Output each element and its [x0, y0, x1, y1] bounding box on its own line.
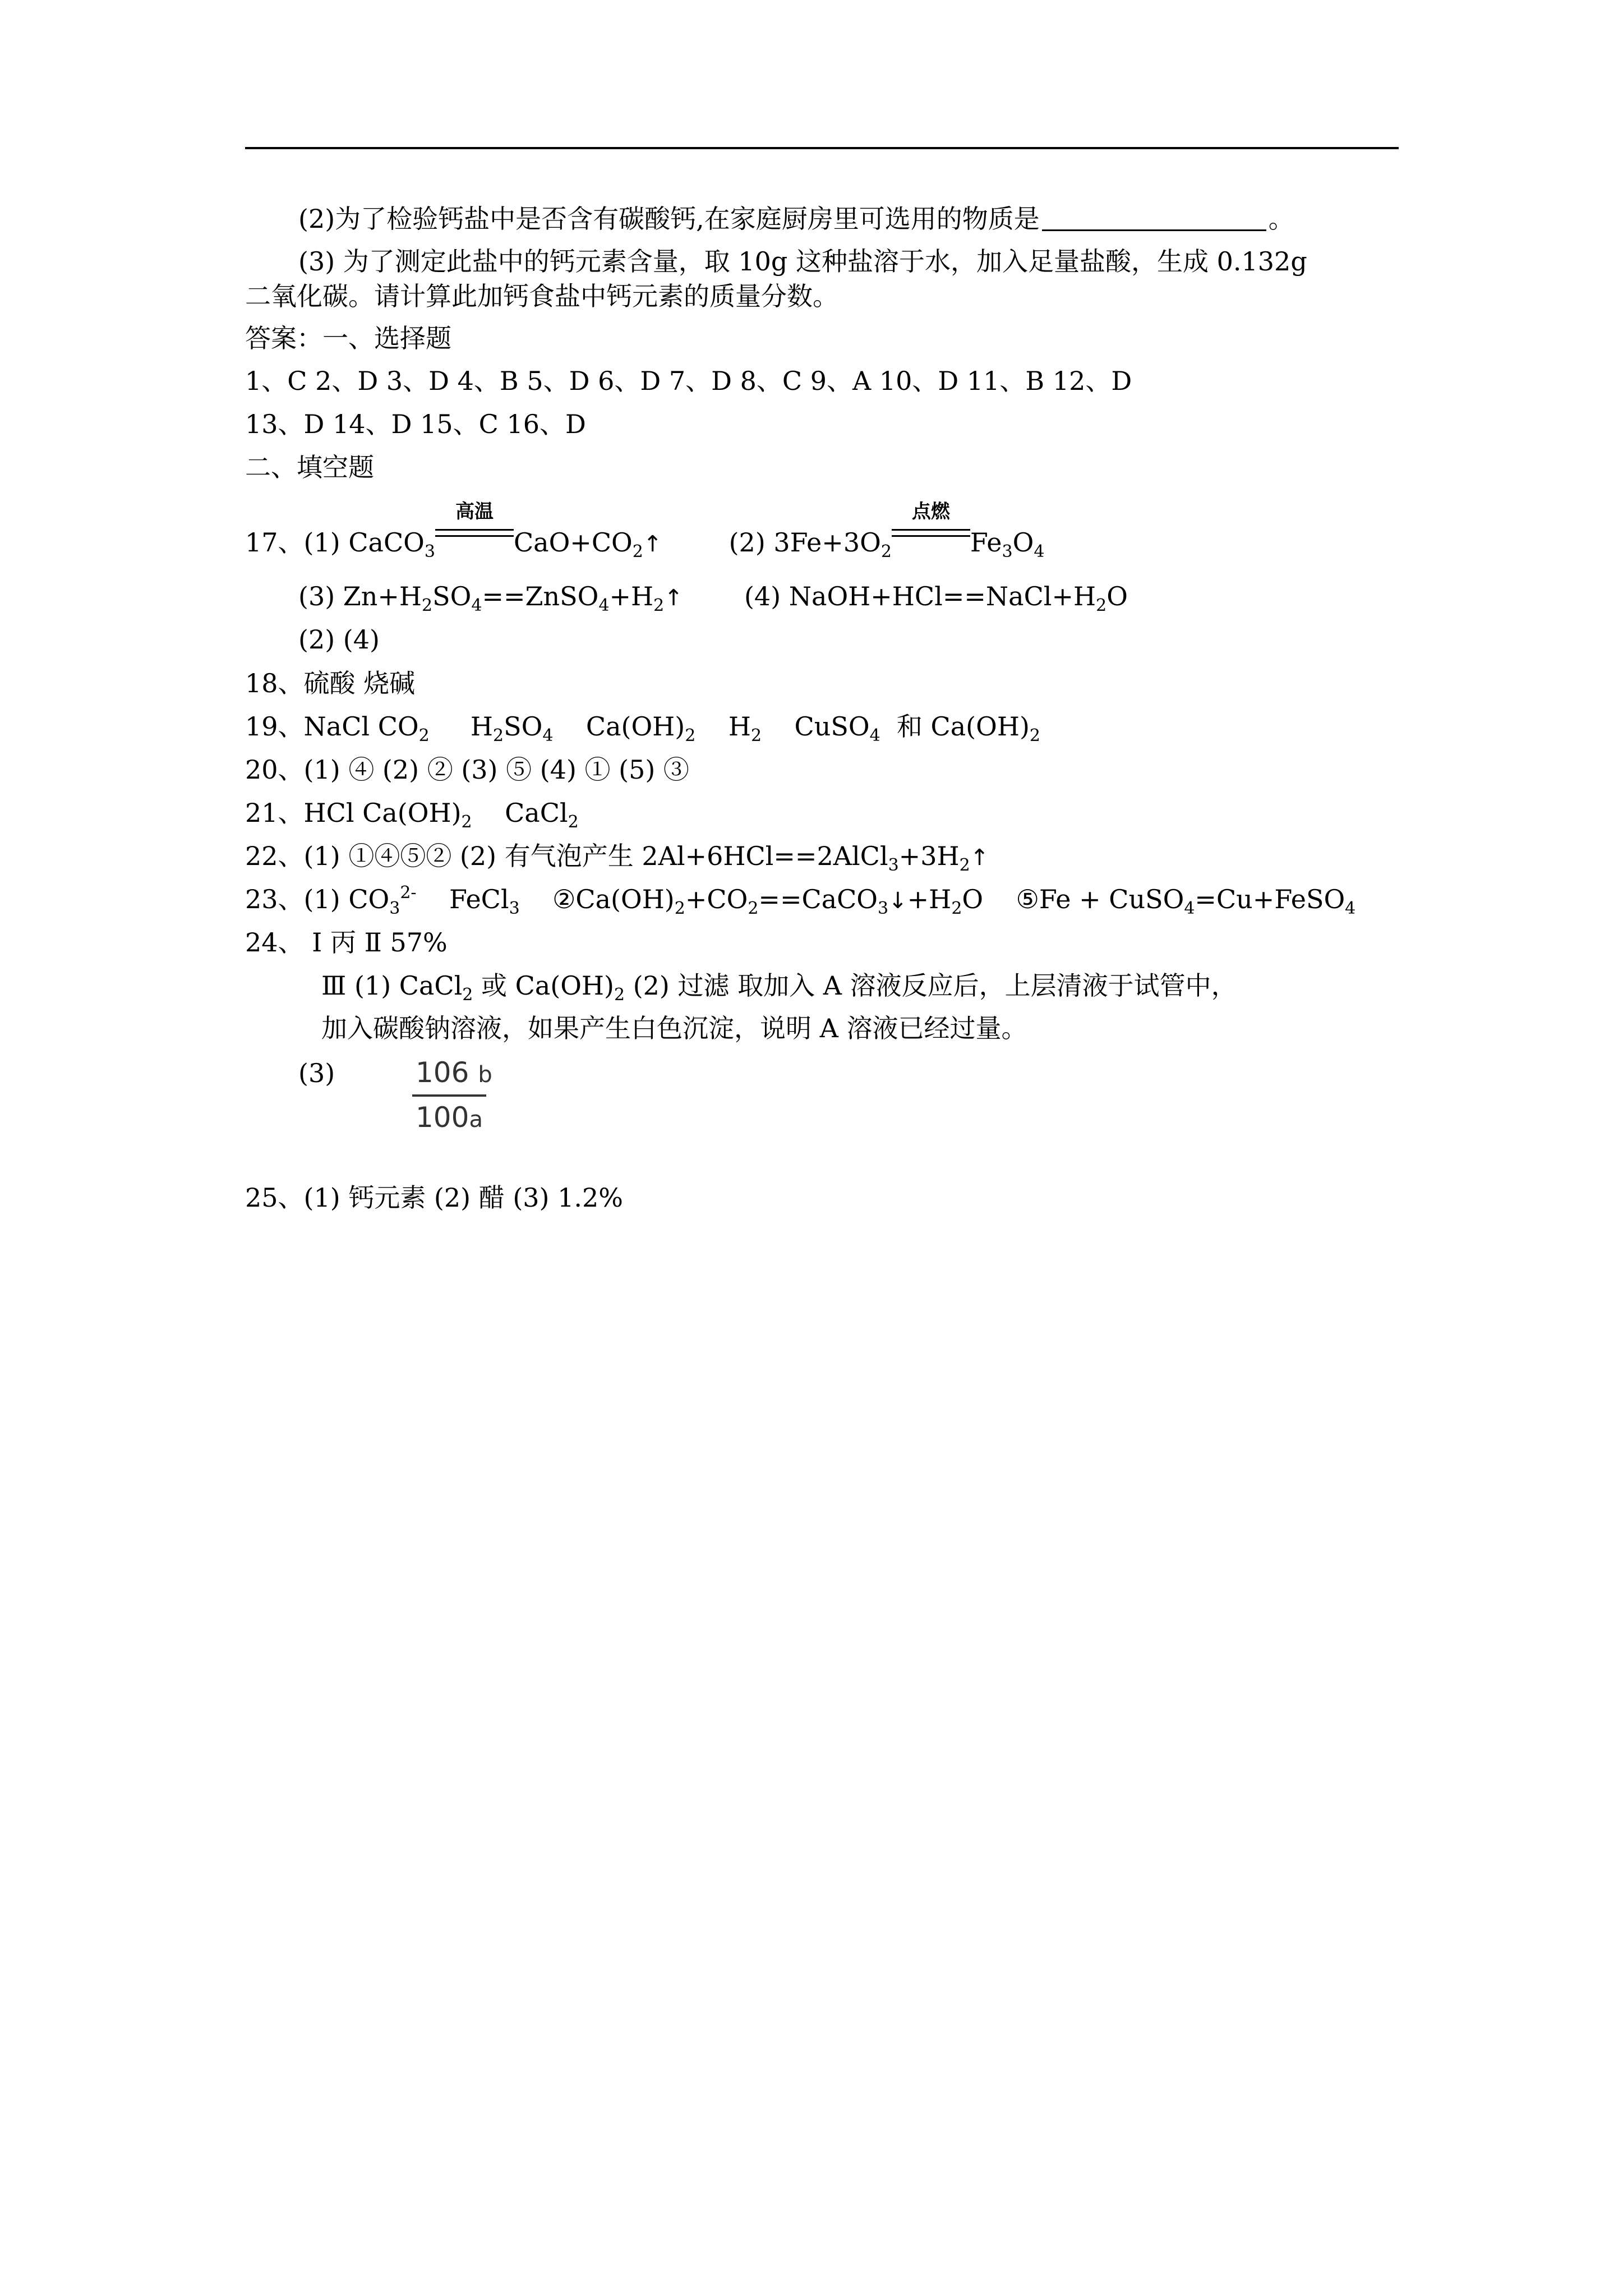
question-2-line — [298, 206, 1294, 232]
answer-18: 18、硫酸 烧碱 — [245, 668, 416, 698]
answer-17-part-2-label: (2) — [728, 527, 774, 558]
answer-24-line-2: Ⅲ (1) CaCl$_2$ 或 $Ca(OH)_2$ (2) 过滤 取加入 A 溶液反应后，上层清液于试管中， — [321, 970, 1237, 1005]
mc-answers-line-1: 1、C 2、D 3、D 4、B 5、D 6、D 7、D 8、C 9、A 10、D 11、B 12、D — [245, 366, 1132, 396]
question-3-line-1: (3) 为了测定此盐中的钙元素含量，取 10g 这种盐溶于水，加入足量盐酸，生成 0.132g — [298, 246, 1307, 277]
answer-17-line-2: (3) $Zn+H_2SO_4==ZnSO_4+H_2↑$ (4) $NaOH+HCl==NaCl+H_2O$ — [298, 581, 1128, 615]
fraction-numerator: 106 b — [416, 1056, 492, 1089]
answer-17-part-4: (4) NaOH+HCl==NaCl+H — [744, 581, 1096, 611]
question-2-end: 。 — [1268, 204, 1294, 234]
mc-answers-line-2: 13、D 14、D 15、C 16、D — [245, 409, 586, 439]
question-3-line-2: 二氧化碳。请计算此加钙食盐中钙元素的质量分数。 — [245, 281, 838, 311]
answer-24-line-1: 24、 Ⅰ 丙 Ⅱ 57% — [245, 927, 448, 958]
header-rule — [245, 147, 1399, 149]
answer-heading: 答案：一、选择题 — [245, 323, 451, 353]
gas-arrow-icon: ↑ — [643, 531, 662, 557]
gas-arrow-icon: ↑ — [664, 585, 683, 611]
reaction-condition-heat: 高温 — [435, 526, 514, 551]
fraction-denominator: 100a — [416, 1101, 483, 1134]
fraction-image — [412, 1056, 496, 1134]
answer-17-line-1: 17、(1) CaCO$_3$ 高温 $CaO+CO_2↑$ (2) $3Fe+3O_2$ 点燃 $Fe_3O_4$ — [245, 500, 1045, 562]
answer-24-line-3: 加入碳酸钠溶液，如果产生白色沉淀，说明 A 溶液已经过量。 — [321, 1013, 1027, 1043]
reaction-condition-ignite: 点燃 — [892, 526, 970, 551]
answer-20: 20、(1) ④ (2) ② (3) ⑤ (4) ① (5) ③ — [245, 754, 689, 785]
answer-24-part-3-label: (3) — [298, 1058, 335, 1088]
gas-arrow-icon: ↑ — [970, 845, 989, 871]
question-2-text: (2)为了检验钙盐中是否含有碳酸钙,在家庭厨房里可选用的物质是 — [298, 204, 1040, 234]
precipitate-arrow-icon: ↓ — [888, 888, 907, 914]
answer-23: 23、(1) $CO_3^{2-}$ FeCl$_3$ $②Ca(OH)_2+CO_2==CaCO_3↓+H_2O$ ⑤Fe + CuSO$_4$=Cu+FeSO$_4$ — [245, 883, 1356, 918]
answer-19: 19、NaCl $CO_2$ $H_2SO_4$ $Ca(OH)_2$ $H_2$ CuSO$_4$ 和 $Ca(OH)_2$ — [245, 711, 1040, 746]
answer-25: 25、(1) 钙元素 (2) 醋 (3) 1.2% — [245, 1182, 623, 1213]
answer-blank — [1042, 207, 1266, 231]
fill-heading: 二、填空题 — [245, 452, 374, 482]
answer-17-part-3-label: (3) — [298, 581, 343, 611]
answer-22: 22、(1) ①④⑤② (2) 有气泡产生 $2Al+6HCl==2AlCl_3+3H_2↑$ — [245, 841, 989, 875]
fraction-bar — [412, 1094, 486, 1097]
answer-17-number: 17、(1) — [245, 527, 349, 558]
answer-21: 21、HCl $Ca(OH)_2$ CaCl$_2$ — [245, 798, 579, 832]
answer-17-line-3: (2) (4) — [298, 624, 380, 655]
